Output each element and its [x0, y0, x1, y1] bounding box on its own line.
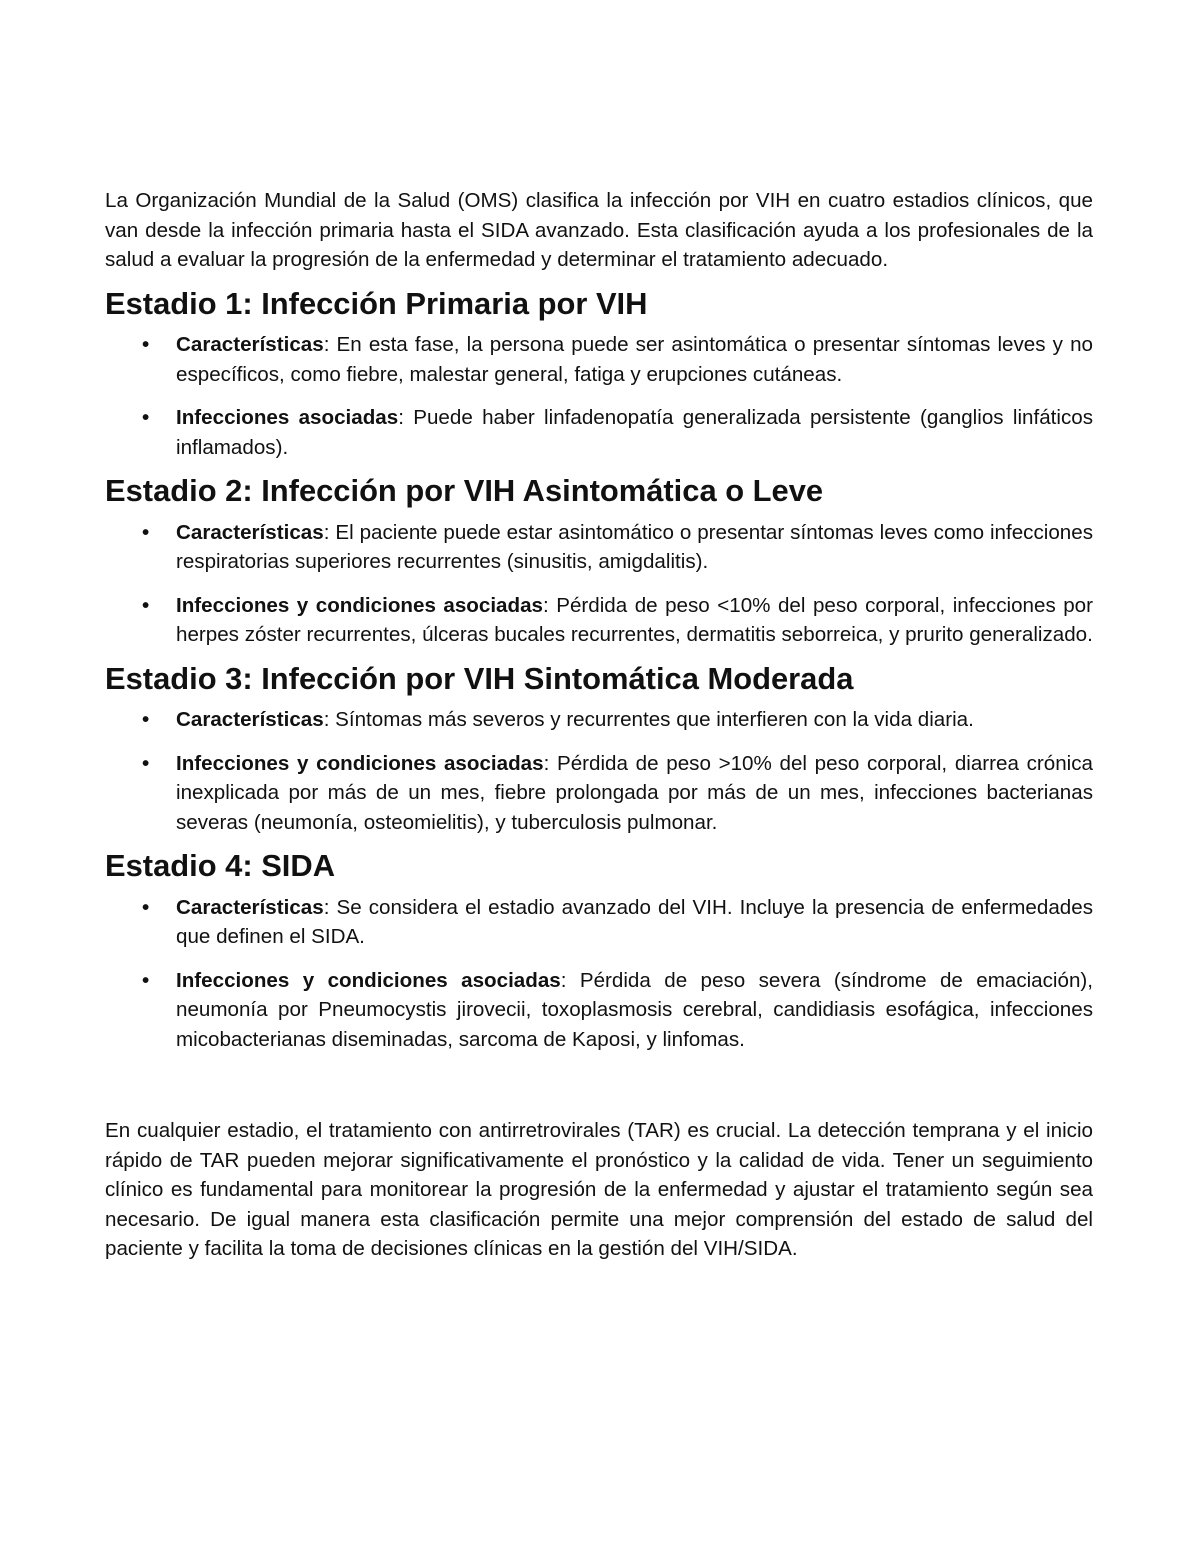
bullet-icon: • [142, 333, 150, 356]
bullet-icon: • [142, 895, 150, 919]
document-page [105, 186, 1093, 1264]
bullet-text: : Síntomas más severos y recurrentes que interfieren con la vida diaria. [323, 708, 974, 731]
bullet-icon: • [142, 520, 150, 544]
bullet-text: : Pérdida de peso >10% del peso corporal, diarrea crónica inexplicada por más de un mes, fiebre prolongada por más de un mes, infecciones bacterianas severas (neumonía, osteomielitis), y tuberculosis pulmonar. [176, 751, 1093, 834]
stage-4-list [105, 893, 1093, 1055]
bullet-icon: • [142, 708, 150, 731]
bullet-text: : Puede haber linfadenopatía generalizada persistente (ganglios linfáticos inflamados). [176, 406, 1094, 459]
bullet-icon: • [142, 406, 150, 429]
bullet-term: Características [176, 333, 324, 356]
list-item [105, 330, 1093, 389]
list-item [105, 893, 1093, 952]
bullet-text: : En esta fase, la persona puede ser asintomática o presentar síntomas leves y no específicos, como fiebre, malestar general, fatiga y erupciones cutáneas. [176, 333, 1093, 386]
intro-paragraph: La Organización Mundial de la Salud (OMS) clasifica la infección por VIH en cuatro estadios clínicos, que van desde la infección primaria hasta el SIDA avanzado. Esta clasificación ayuda a los profesionales de la salud a evaluar la progresión de la enfermedad y determinar el tratamiento adecuado. [105, 189, 1093, 271]
stage-3-heading: Estadio 3: Infección por VIH Sintomática Moderada [105, 660, 854, 696]
list-item [105, 403, 1093, 462]
stage-2-list [105, 518, 1093, 650]
bullet-text: : Se considera el estadio avanzado del VIH. Incluye la presencia de enfermedades que definen el SIDA. [176, 895, 1093, 948]
bullet-icon: • [142, 593, 150, 617]
stage-3-list [105, 705, 1093, 837]
bullet-term: Infecciones y condiciones asociadas [176, 593, 543, 617]
bullet-icon: • [142, 968, 150, 992]
bullet-term: Características [176, 520, 324, 544]
bullet-text: : Pérdida de peso <10% del peso corporal, infecciones por herpes zóster recurrentes, úlceras bucales recurrentes, dermatitis seborreica, y prurito generalizado. [176, 593, 1093, 646]
bullet-term: Infecciones asociadas [176, 406, 399, 429]
list-item [105, 591, 1093, 650]
conclusion-paragraph: En cualquier estadio, el tratamiento con antirretrovirales (TAR) es crucial. La detección temprana y el inicio rápido de TAR pueden mejorar significativamente el pronóstico y la calidad de vida. Tener un seguimiento clínico es fundamental para monitorear la progresión de la enfermedad y ajustar el tratamiento según sea necesario. De igual manera esta clasificación permite una mejor comprensión del estado de salud del paciente y facilita la toma de decisiones clínicas en la gestión del VIH/SIDA. [105, 1119, 1093, 1260]
list-item [105, 966, 1093, 1055]
list-item [105, 749, 1093, 838]
bullet-term: Características [176, 708, 324, 731]
section-spacer [105, 1068, 1093, 1116]
bullet-icon: • [142, 751, 150, 775]
bullet-text: : Pérdida de peso severa (síndrome de emaciación), neumonía por Pneumocystis jirovecii, toxoplasmosis cerebral, candidiasis esofágica, infecciones micobacterianas diseminadas, sarcoma de Kaposi, y linfomas. [176, 968, 1093, 1051]
bullet-term: Infecciones y condiciones asociadas [176, 968, 561, 992]
stage-4-heading: Estadio 4: SIDA [105, 848, 336, 883]
stage-2-heading: Estadio 2: Infección por VIH Asintomática o Leve [105, 473, 824, 508]
bullet-term: Características [176, 895, 324, 919]
list-item [105, 705, 1093, 735]
list-item [105, 518, 1093, 577]
bullet-text: : El paciente puede estar asintomático o presentar síntomas leves como infecciones respiratorias superiores recurrentes (sinusitis, amigdalitis). [176, 520, 1093, 573]
stage-1-heading: Estadio 1: Infección Primaria por VIH [105, 285, 648, 321]
bullet-term: Infecciones y condiciones asociadas [176, 751, 544, 775]
stage-1-list [105, 330, 1093, 462]
